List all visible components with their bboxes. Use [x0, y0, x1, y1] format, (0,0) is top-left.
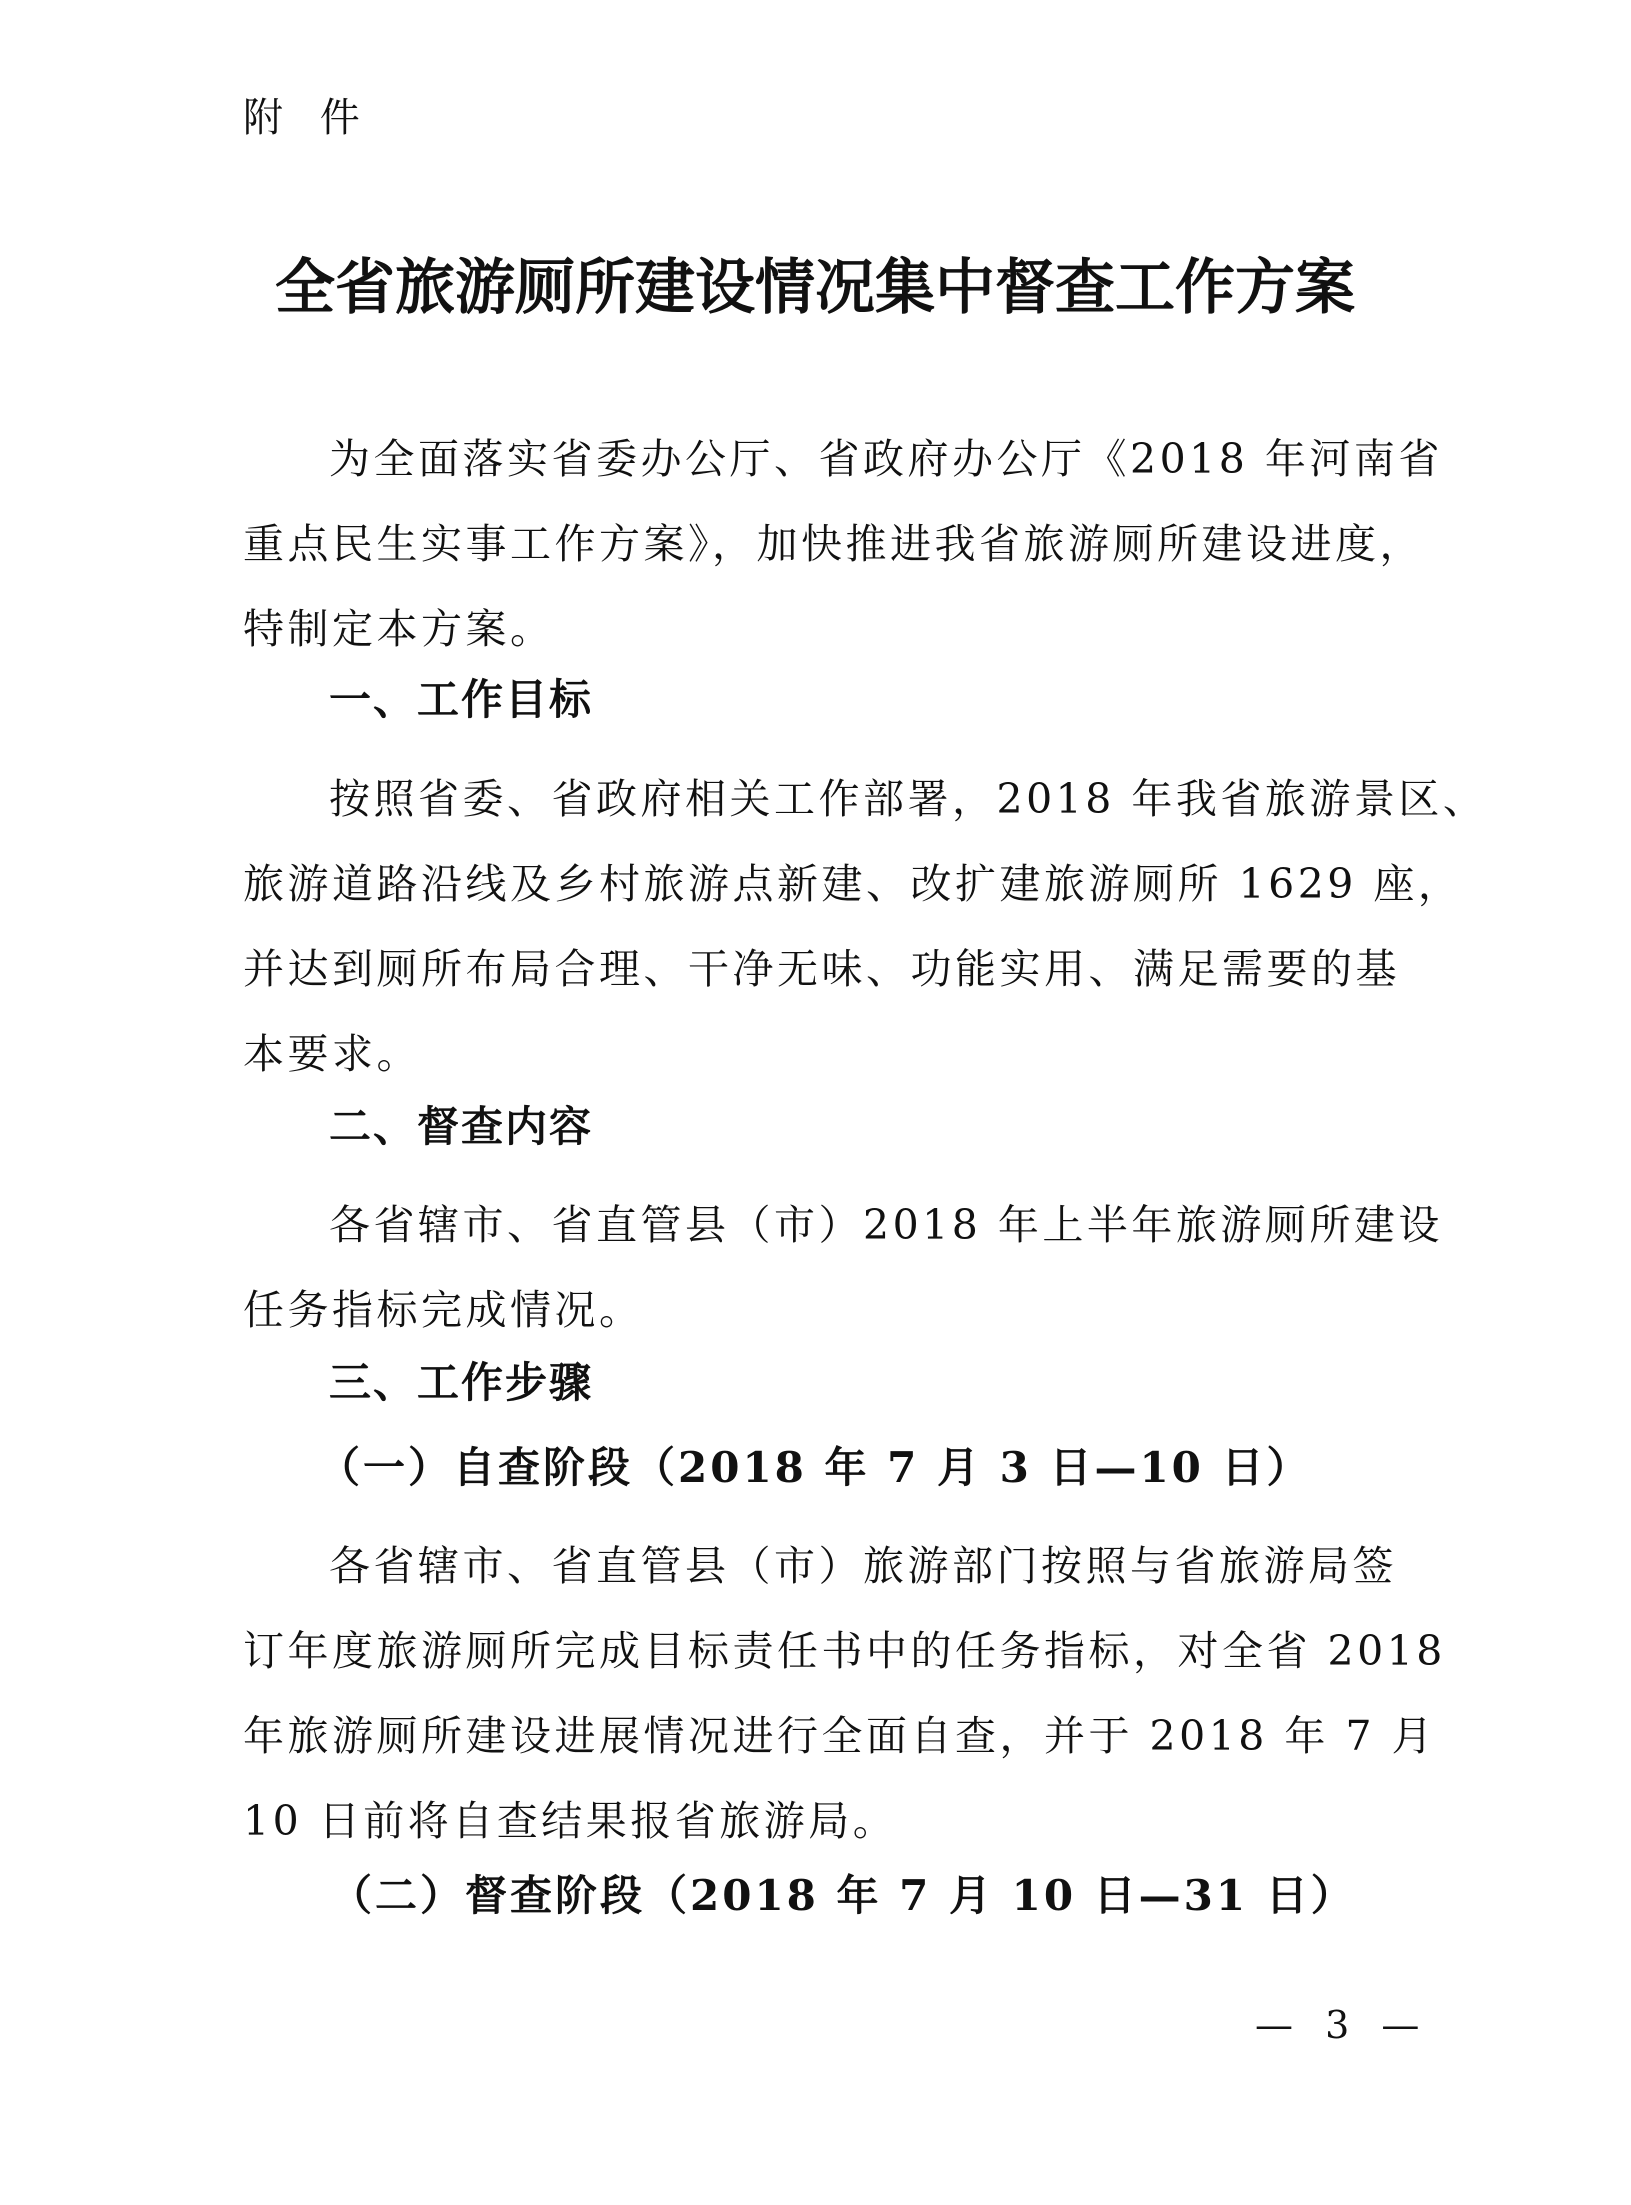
intro-line: 特制定本方案。 — [243, 605, 555, 653]
intro-line: 为全面落实省委办公厅、省政府办公厅《2018 年河南省 — [329, 435, 1443, 483]
step1-line: 订年度旅游厕所完成目标责任书中的任务指标，对全省 2018 — [243, 1627, 1446, 1675]
step1-line: 年旅游厕所建设进展情况进行全面自查，并于 2018 年 7 月 — [243, 1712, 1437, 1760]
goals-line: 本要求。 — [243, 1030, 421, 1078]
step1-line: 10 日前将自查结果报省旅游局。 — [243, 1797, 898, 1845]
content-line: 任务指标完成情况。 — [243, 1286, 644, 1334]
content-paragraph — [243, 1183, 1443, 1353]
attachment-label: 附 件 — [243, 95, 372, 141]
goals-paragraph — [243, 757, 1488, 1097]
section-heading-goals: 一、工作目标 — [329, 675, 594, 724]
goals-line: 并达到厕所布局合理、干净无味、功能实用、满足需要的基 — [243, 945, 1400, 993]
section-heading-content: 二、督查内容 — [329, 1102, 594, 1151]
step1-paragraph — [243, 1524, 1446, 1864]
intro-paragraph — [243, 417, 1443, 672]
page-number: — 3 — — [1255, 2003, 1430, 2047]
document-title: 全省旅游厕所建设情况集中督查工作方案 — [275, 253, 1355, 323]
step2-heading: （二）督查阶段（2018 年 7 月 10 日—31 日） — [330, 1871, 1356, 1920]
goals-line: 按照省委、省政府相关工作部署，2018 年我省旅游景区、 — [329, 775, 1488, 823]
section-heading-steps: 三、工作步骤 — [329, 1358, 594, 1407]
goals-line: 旅游道路沿线及乡村旅游点新建、改扩建旅游厕所 1629 座， — [243, 860, 1463, 908]
content-line: 各省辖市、省直管县（市）2018 年上半年旅游厕所建设 — [329, 1201, 1443, 1249]
step1-line: 各省辖市、省直管县（市）旅游部门按照与省旅游局签 — [329, 1542, 1397, 1590]
step1-heading: （一）自查阶段（2018 年 7 月 3 日—10 日） — [318, 1443, 1312, 1492]
intro-line: 重点民生实事工作方案》，加快推进我省旅游厕所建设进度， — [243, 520, 1424, 568]
